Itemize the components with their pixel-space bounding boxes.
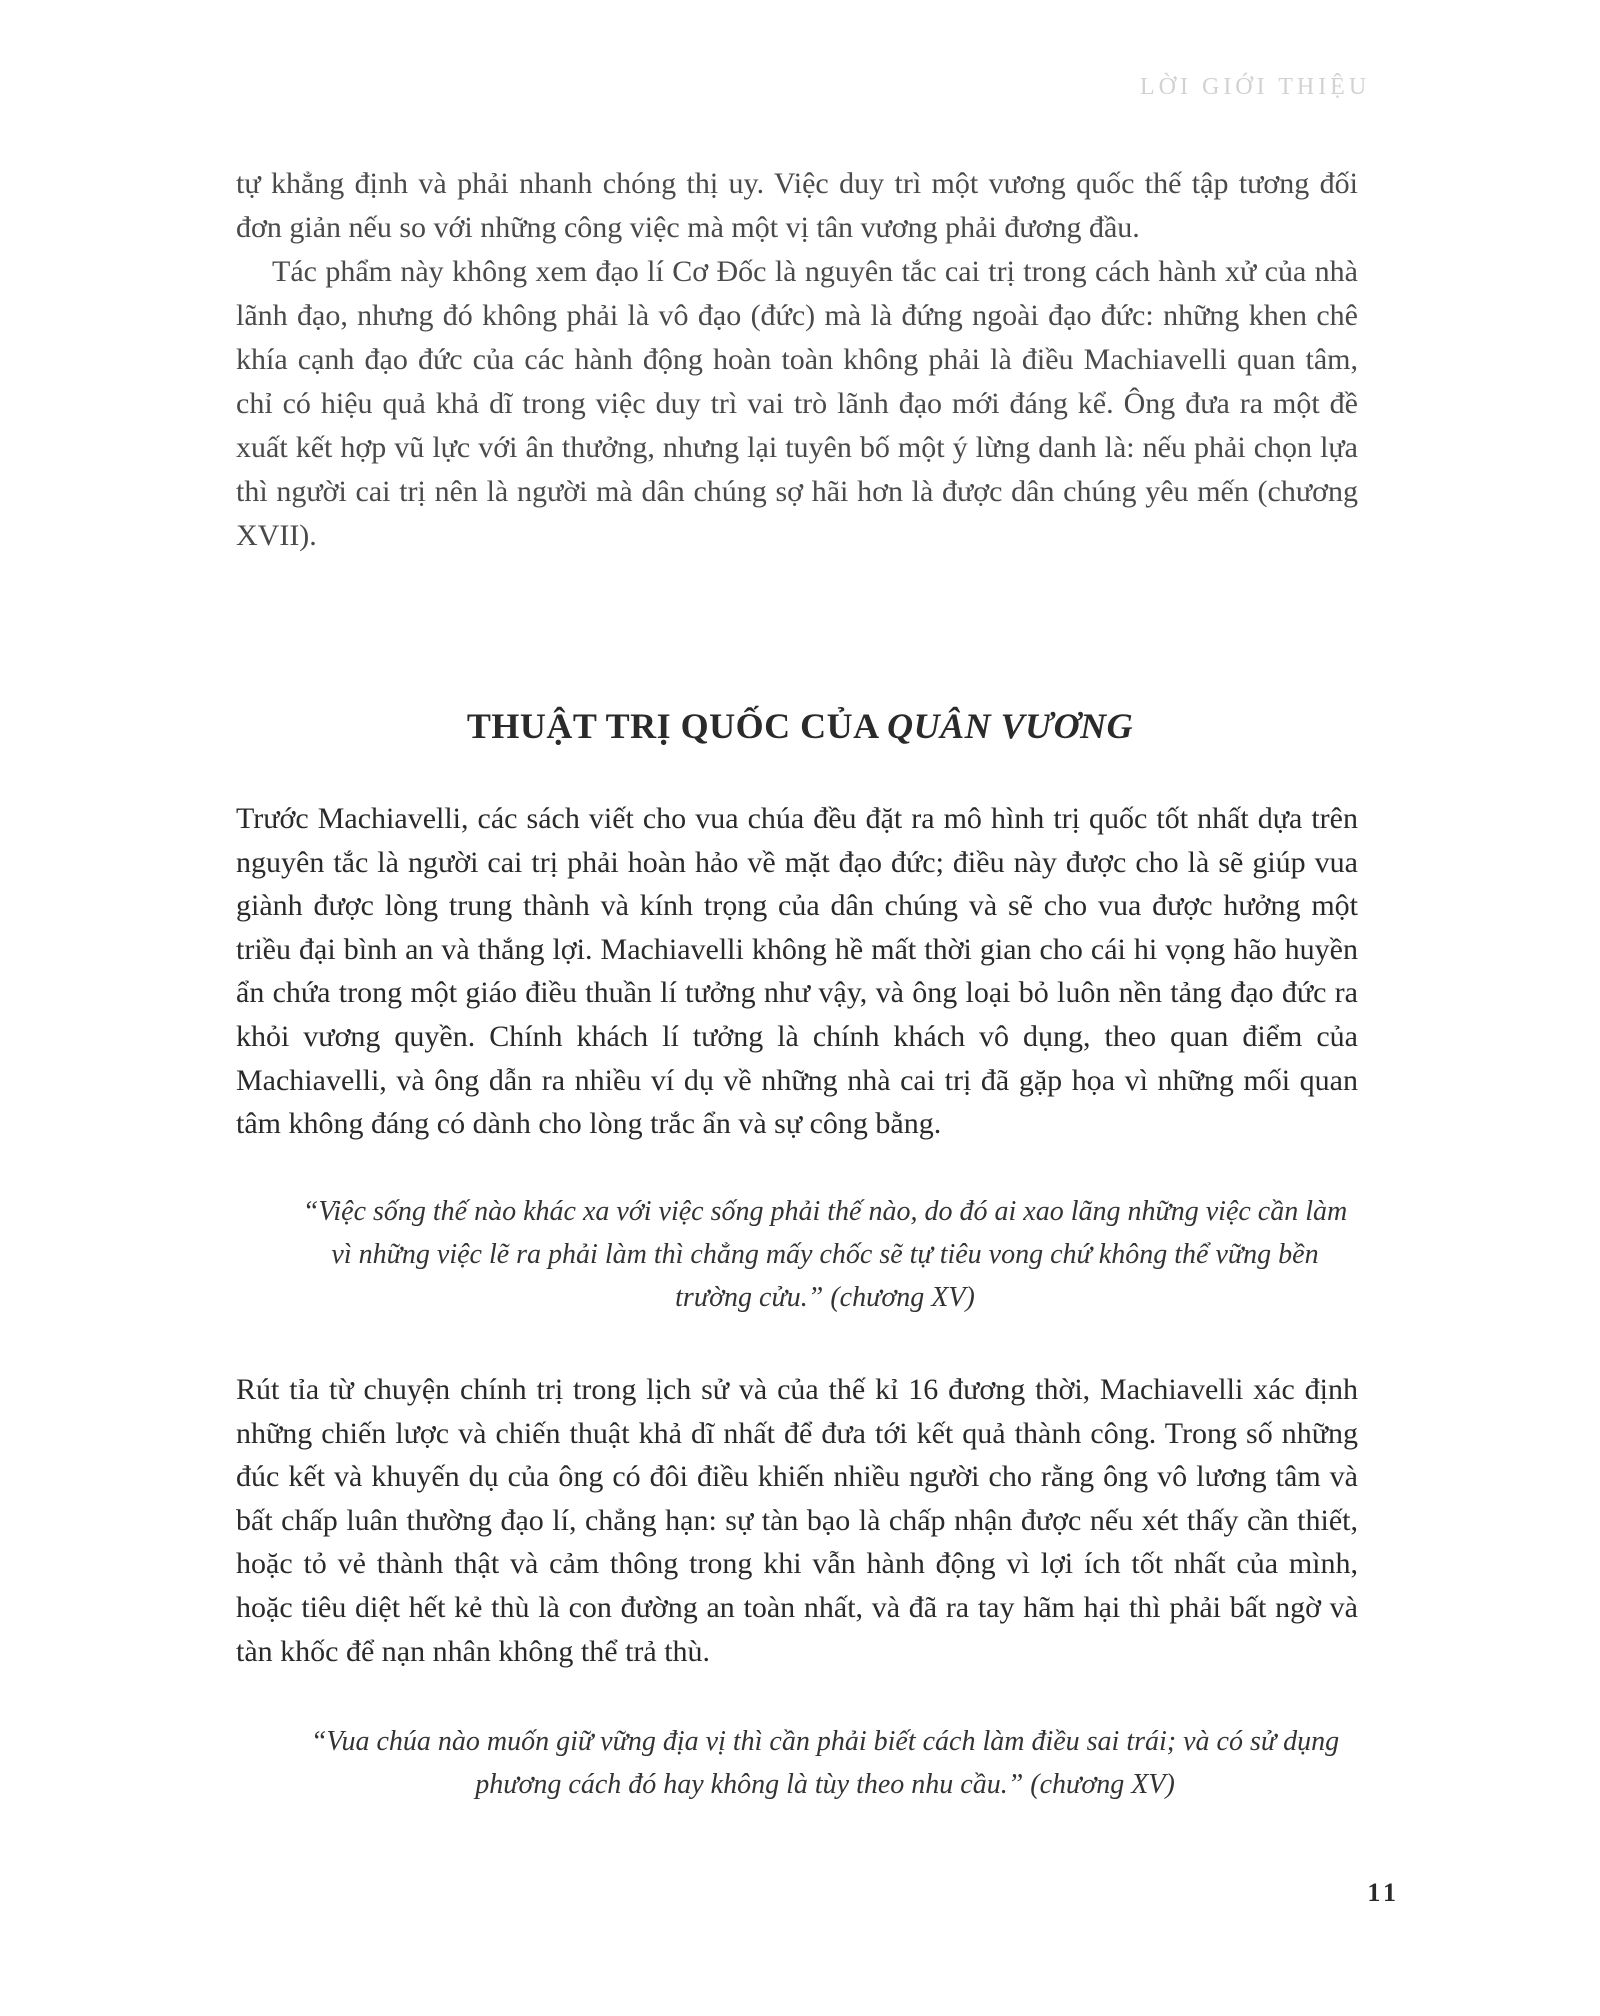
paragraph-machiavelli-morality: Tác phẩm này không xem đạo lí Cơ Đốc là nguyên tắc cai trị trong cách hành xử của nhà lãnh đạo, nhưng đó không phải là vô đạo (đức) mà là đứng ngoài đạo đức: những khen chê khía cạnh đạo đức của các hành động hoàn toàn không phải là điều Machiavelli quan tâm, chỉ có hiệu quả khả dĩ trong việc duy trì vai trò lãnh đạo mới đáng kể. Ông đưa ra một đề xuất kết hợp vũ lực với ân thưởng, nhưng lại tuyên bố một ý lừng danh là: nếu phải chọn lựa thì người cai trị nên là người mà dân chúng sợ hãi hơn là được dân chúng yêu mến (chương XVII). bbox=[236, 255, 1358, 552]
quote-chapter-xv-first: “Việc sống thế nào khác xa với việc sống phải thế nào, do đó ai xao lãng những việc cần làm vì những việc lẽ ra phải làm thì chẳng mấy chốc sẽ tự tiêu vong chứ không thể vững bền trường cửu.” (chương XV) bbox=[302, 1196, 1348, 1313]
paragraph-strategies: Rút tỉa từ chuyện chính trị trong lịch sử và của thế kỉ 16 đương thời, Machiavelli xác định những chiến lược và chiến thuật khả dĩ nhất để đưa tới kết quả thành công. Trong số những đúc kết và khuyến dụ của ông có đôi điều khiến nhiều người cho rằng ông vô lương tâm và bất chấp luân thường đạo lí, chẳng hạn: sự tàn bạo là chấp nhận được nếu xét thấy cần thiết, hoặc tỏ vẻ thành thật và cảm thông trong khi vẫn hành động vì lợi ích tốt nhất của mình, hoặc tiêu diệt hết kẻ thù là con đường an toàn nhất, và đã ra tay hãm hại thì phải bất ngờ và tàn khốc để nạn nhân không thể trả thù. bbox=[236, 1373, 1358, 1668]
section-heading bbox=[0, 705, 1600, 747]
section-heading-plain: THUẬT TRỊ QUỐC CỦA bbox=[466, 706, 888, 746]
running-header: LỜI GIỚI THIỆU bbox=[1140, 74, 1371, 100]
section-heading-italic: QUÂN VƯƠNG bbox=[887, 706, 1134, 746]
quote-chapter-xv-second: “Vua chúa nào muốn giữ vững địa vị thì cần phải biết cách làm điều sai trái; và có sử dụng phương cách đó hay không là tùy theo nhu cầu.” (chương XV) bbox=[310, 1726, 1340, 1800]
page-number: 11 bbox=[1367, 1878, 1400, 1907]
paragraph-continuation: tự khẳng định và phải nhanh chóng thị uy. Việc duy trì một vương quốc thế tập tương đối đơn giản nếu so với những công việc mà một vị tân vương phải đương đầu. bbox=[236, 167, 1358, 244]
paragraph-before-machiavelli: Trước Machiavelli, các sách viết cho vua chúa đều đặt ra mô hình trị quốc tốt nhất dựa trên nguyên tắc là người cai trị phải hoàn hảo về mặt đạo đức; điều này được cho là sẽ giúp vua giành được lòng trung thành và kính trọng của dân chúng và sẽ cho vua được hưởng một triều đại bình an và thắng lợi. Machiavelli không hề mất thời gian cho cái hi vọng hão huyền ẩn chứa trong một giáo điều thuần lí tưởng như vậy, và ông loại bỏ luôn nền tảng đạo đức ra khỏi vương quyền. Chính khách lí tưởng là chính khách vô dụng, theo quan điểm của Machiavelli, và ông dẫn ra nhiều ví dụ về những nhà cai trị đã gặp họa vì những mối quan tâm không đáng có dành cho lòng trắc ẩn và sự công bằng. bbox=[236, 802, 1358, 1141]
